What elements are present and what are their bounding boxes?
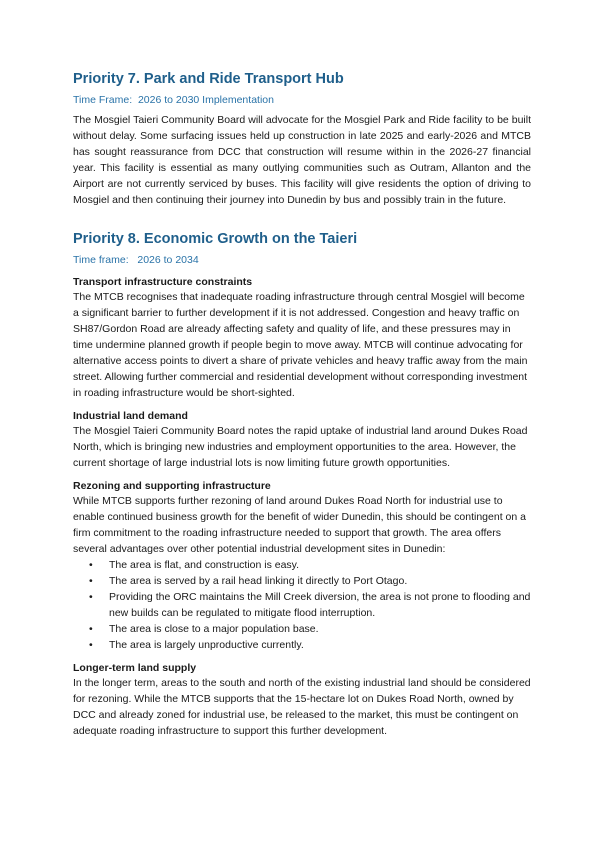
longer-term-heading: Longer-term land supply xyxy=(73,662,197,674)
priority-7-timeframe: Time Frame: 2026 to 2030 Implementation xyxy=(73,94,274,106)
rezoning-advantages-list xyxy=(73,557,531,653)
rezoning-heading: Rezoning and supporting infrastructure xyxy=(73,480,271,492)
list-item: • The area is largely unproductive currently. xyxy=(73,637,531,653)
rezoning-body: While MTCB supports further rezoning of land around Dukes Road North for industrial use to enable continued business growth for the benefit of wider Dunedin, this should be contingent on a firm commitment to the roading infrastructure needed to support that growth. The area offers several advantages over other potential industrial development sites in Dunedin: xyxy=(73,495,526,555)
list-item: • The area is close to a major population base. xyxy=(73,621,531,637)
priority-8-timeframe: Time frame: 2026 to 2034 xyxy=(73,254,199,266)
priority-7-section xyxy=(73,70,531,208)
priority-8-section xyxy=(73,230,531,739)
priority-7-heading: Priority 7. Park and Ride Transport Hub xyxy=(73,71,344,87)
longer-term-body: In the longer term, areas to the south and north of the existing industrial land should be considered for rezoning. While the MTCB supports that the 15-hectare lot on Dukes Road North, owned by DCC and already zoned for industrial use, be released to the market, this must be contingent on adequate roading infrastructure to support this further development. xyxy=(73,677,531,737)
list-item: • The area is served by a rail head linking it directly to Port Otago. xyxy=(73,573,531,589)
industrial-land-body: The Mosgiel Taieri Community Board notes the rapid uptake of industrial land around Dukes Road North, which is bringing new industries and employment opportunities to the area. However, the current shortage of large industrial lots is now limiting future growth opportunities. xyxy=(73,425,528,469)
transport-constraints-body: The MTCB recognises that inadequate roading infrastructure through central Mosgiel will become a significant barrier to further development if it is not addressed. Congestion and heavy traffic on SH87/Gordon Road are already affecting safety and quality of life, and these pressures may in time undermine planned growth if people begin to move away. MTCB will continue advocating for alternative access points to divert a share of private vehicles and heavy traffic away from the main street. Allowing further commercial and residential development without corresponding investment in roading infrastructure would be short-sighted. xyxy=(73,291,528,399)
industrial-land-heading: Industrial land demand xyxy=(73,410,188,422)
transport-constraints-heading: Transport infrastructure constraints xyxy=(73,276,253,288)
priority-8-heading: Priority 8. Economic Growth on the Taieri xyxy=(73,231,358,247)
priority-7-body: The Mosgiel Taieri Community Board will advocate for the Mosgiel Park and Ride facility to be built without delay. Some surfacing issues held up construction in late 2025 and early-2026 and MTCB has sought reassurance from DCC that construction will resume within in the 2026-27 financial year. This facility is essential as many outlying communities such as Outram, Allanton and the Airport are not currently serviced by buses. This facility will give residents the option of driving to Mosgiel and then continuing their journey into Dunedin by bus and possibly train in the future. xyxy=(73,114,531,206)
list-item: • The area is flat, and construction is easy. xyxy=(73,557,531,573)
list-item: • Providing the ORC maintains the Mill Creek diversion, the area is not prone to flooding and new builds can be regulated to mitigate flood interruption. xyxy=(73,589,531,621)
document-page xyxy=(73,70,531,739)
